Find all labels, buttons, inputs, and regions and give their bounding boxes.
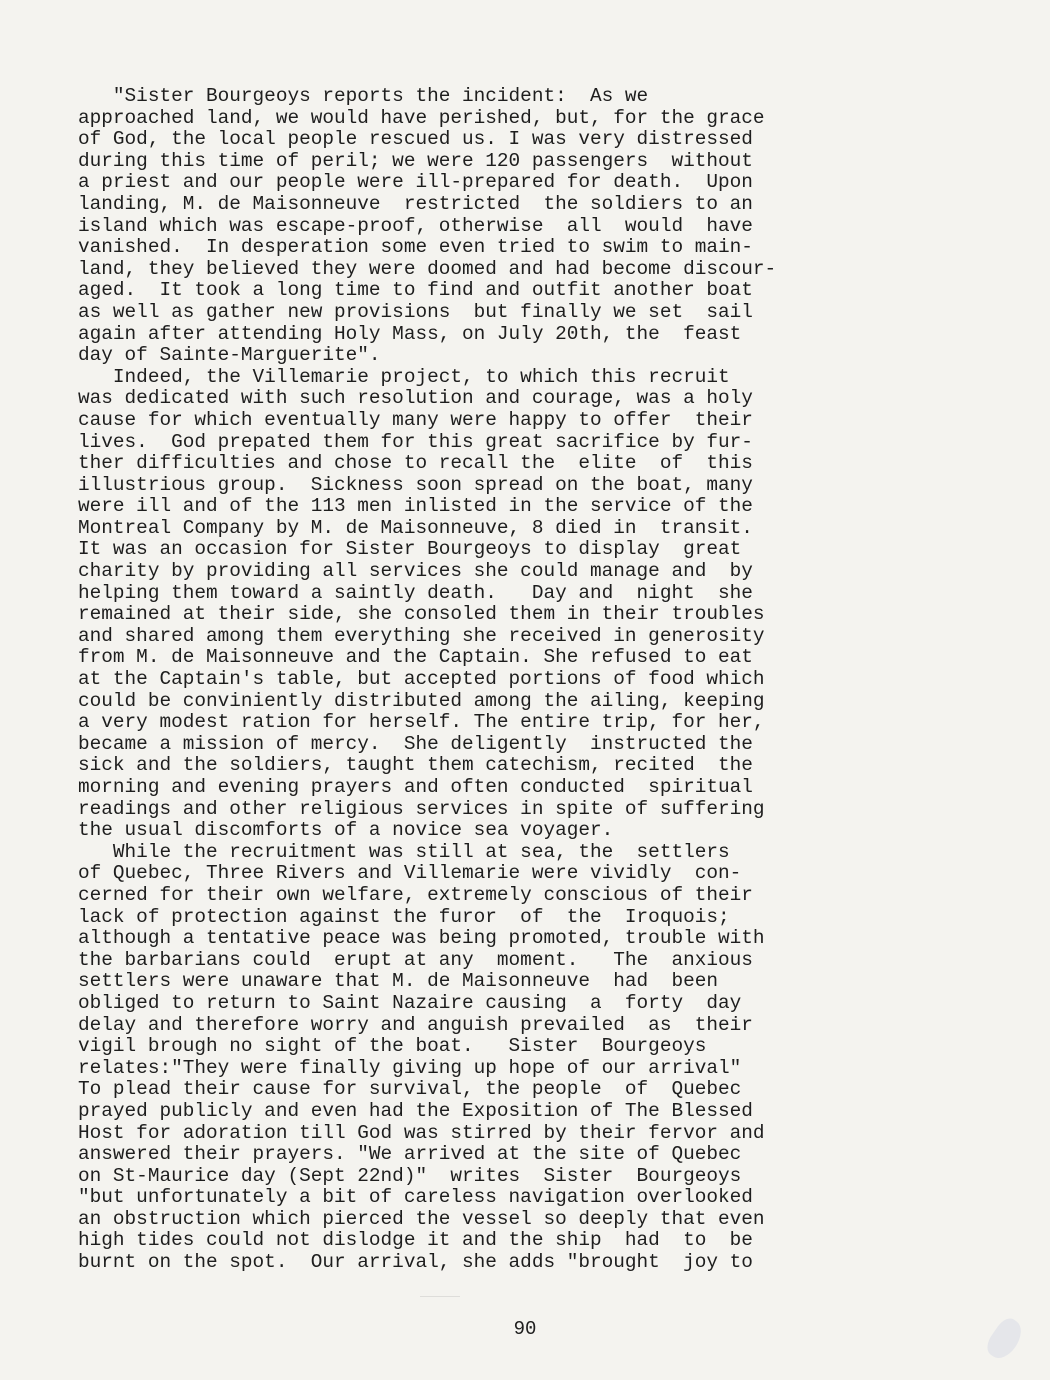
text-line: a very modest ration for herself. The entire trip, for her, <box>78 711 765 734</box>
text-line: high tides could not dislodge it and the ship had to be <box>78 1229 753 1252</box>
text-line: aged. It took a long time to find and outfit another boat <box>78 279 753 302</box>
text-line: readings and other religious services in spite of suffering <box>78 797 765 820</box>
body-text <box>78 86 878 1274</box>
text-line: of Quebec, Three Rivers and Villemarie were vividly con- <box>78 862 742 885</box>
text-line: and shared among them everything she received in generosity <box>78 624 765 647</box>
text-line: charity by providing all services she could manage and by <box>78 560 753 583</box>
text-line: Indeed, the Villemarie project, to which this recruit <box>78 365 730 388</box>
page-number: 90 <box>513 1318 537 1340</box>
text-line: vanished. In desperation some even tried to swim to main- <box>78 236 753 259</box>
text-line: day of Sainte-Marguerite". <box>78 344 381 367</box>
text-line: settlers were unaware that M. de Maisonneuve had been <box>78 970 718 993</box>
text-line: delay and therefore worry and anguish prevailed as their <box>78 1013 753 1036</box>
text-line: as well as gather new provisions but finally we set sail <box>78 300 753 323</box>
text-line: of God, the local people rescued us. I was very distressed <box>78 128 753 151</box>
text-line: helping them toward a saintly death. Day and night she <box>78 581 753 604</box>
text-line: at the Captain's table, but accepted portions of food which <box>78 668 765 691</box>
text-line: lack of protection against the furor of the Iroquois; <box>78 905 730 928</box>
text-line: burnt on the spot. Our arrival, she adds "brought joy to <box>78 1251 753 1274</box>
text-line: obliged to return to Saint Nazaire causing a forty day <box>78 991 742 1014</box>
text-line: a priest and our people were ill-prepared for death. Upon <box>78 171 753 194</box>
text-line: cerned for their own welfare, extremely conscious of their <box>78 883 753 906</box>
text-line: on St-Maurice day (Sept 22nd)" writes Sister Bourgeoys <box>78 1164 742 1187</box>
text-line: was dedicated with such resolution and courage, was a holy <box>78 387 753 410</box>
text-line: relates:"They were finally giving up hope of our arrival" <box>78 1056 742 1079</box>
text-line: landing, M. de Maisonneuve restricted the soldiers to an <box>78 192 753 215</box>
text-line: the barbarians could erupt at any moment. The anxious <box>78 948 753 971</box>
text-line: To plead their cause for survival, the people of Quebec <box>78 1078 742 1101</box>
text-line: "but unfortunately a bit of careless navigation overlooked <box>78 1186 753 1209</box>
text-line: vigil brough no sight of the boat. Sister Bourgeoys <box>78 1035 707 1058</box>
text-line: could be conviniently distributed among the ailing, keeping <box>78 689 765 712</box>
text-line: "Sister Bourgeoys reports the incident: As we <box>78 85 649 107</box>
text-line: Host for adoration till God was stirred by their fervor and <box>78 1121 765 1144</box>
text-line: were ill and of the 113 men inlisted in the service of the <box>78 495 753 518</box>
text-line: during this time of peril; we were 120 passengers without <box>78 149 753 172</box>
text-line: although a tentative peace was being promoted, trouble with <box>78 927 765 950</box>
text-line: morning and evening prayers and often conducted spiritual <box>78 776 753 798</box>
text-line: an obstruction which pierced the vessel so deeply that even <box>78 1207 765 1230</box>
text-line: It was an occasion for Sister Bourgeoys to display great <box>78 538 742 561</box>
text-line: remained at their side, she consoled them in their troubles <box>78 603 765 626</box>
text-line: lives. God prepated them for this great sacrifice by fur- <box>78 430 753 453</box>
text-line: land, they believed they were doomed and had become discour- <box>78 257 777 280</box>
text-line: island which was escape-proof, otherwise all would have <box>78 214 753 237</box>
text-line: from M. de Maisonneuve and the Captain. She refused to eat <box>78 646 753 669</box>
text-line: again after attending Holy Mass, on July 20th, the feast <box>78 322 742 345</box>
text-line: prayed publicly and even had the Exposition of The Blessed <box>78 1099 753 1122</box>
text-line: the usual discomforts of a novice sea voyager. <box>78 819 614 842</box>
text-line: While the recruitment was still at sea, the settlers <box>78 840 730 863</box>
text-line: illustrious group. Sickness soon spread on the boat, many <box>78 473 753 496</box>
text-line: became a mission of mercy. She deligently instructed the <box>78 732 753 755</box>
text-line: Montreal Company by M. de Maisonneuve, 8 died in transit. <box>78 516 753 539</box>
text-line: cause for which eventually many were happy to offer their <box>78 408 753 431</box>
text-line: answered their prayers. "We arrived at the site of Quebec <box>78 1143 742 1166</box>
text-line: sick and the soldiers, taught them catechism, recited the <box>78 754 753 777</box>
text-line: approached land, we would have perished, but, for the grace <box>78 106 765 129</box>
faint-mark <box>420 1296 460 1297</box>
text-line: ther difficulties and chose to recall the elite of this <box>78 452 753 475</box>
